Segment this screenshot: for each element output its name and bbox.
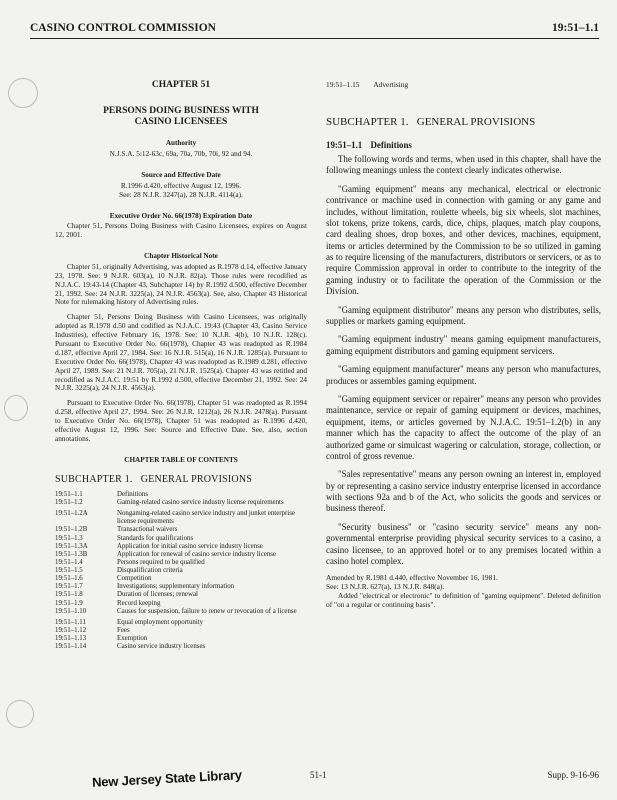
- toc-section-number: 19:51–1.10: [55, 607, 87, 615]
- definition-gaming-equipment: "Gaming equipment" means any mechanical, electrical or electronic contrivance or machine used in connection with gaming or any game and includes, without limitation, roulette wheels, big six wheels, slot machines, slot tokens, prize tokens, cards, dice, chips, plaques, match play coupons, card dealing shoes, drop boxes, and other devices, machines, equipment, items or articles determined by the Commission to be so utilized in gaming as to require licensing of the manufacturers, distributors or servicers, or as to require Commission approval in order to contribute to the integrity of the gaming industry or to facilitate the operation of the Commission or the Division.: [326, 183, 601, 297]
- toc-row: [55, 608, 307, 616]
- definition-manufacturer: "Gaming equipment manufacturer" means any person who manufactures, produces or assembles gaming equipment.: [326, 364, 601, 386]
- binder-hole-top: [8, 78, 38, 108]
- chapter-title-line1: PERSONS DOING BUSINESS WITH: [103, 105, 259, 116]
- toc-section-title: Fees: [117, 627, 130, 635]
- toc-continuation-number: 19:51–1.15: [326, 80, 360, 89]
- toc-row: [55, 535, 307, 543]
- subchapter-heading: SUBCHAPTER 1. GENERAL PROVISIONS: [326, 116, 536, 129]
- toc-section-title: Duration of licenses; renewal: [117, 591, 198, 599]
- header-left: CASINO CONTROL COMMISSION: [30, 22, 216, 34]
- source-line1: R.1996 d.420, effective August 12, 1996.: [120, 180, 242, 190]
- history-heading: Chapter Historical Note: [144, 252, 218, 261]
- authority-heading: Authority: [165, 139, 197, 148]
- toc-row: [55, 543, 307, 551]
- definitions-intro: The following words and terms, when used in this chapter, shall have the following meanings unless the context clearly indicates otherwise.: [326, 153, 601, 176]
- toc-section-number: 19:51–1.2: [55, 498, 83, 506]
- history-paragraph-3: Pursuant to Executive Order No. 66(1978), Chapter 51 was readopted as R.1994 d.258, effective April 27, 1994. See: 26 N.J.R. 1212(a), 26 N.J.R. 2478(a). Pursuant to Executive Order No. 66(1978), Chapter 51 was readopted as R.1996 d.420, effective August 12, 1996. See: Source and Effective Date. See, also, section annotations.: [55, 398, 307, 443]
- definition-industry: "Gaming equipment industry" means gaming equipment manufacturers, gaming equipment distributors and gaming equipment servicers.: [326, 334, 601, 356]
- definition-sales-representative: "Sales representative" means any person owning an interest in, employed by or representing a casino service industry enterprise licensed in accordance with sections 92a and b of the Act, who solicits the goods and services or business thereof.: [326, 469, 601, 514]
- toc-row: [55, 499, 307, 507]
- library-stamp: New Jersey State Library: [91, 767, 243, 790]
- toc-row: [55, 559, 307, 567]
- eo-heading: Executive Order No. 66(1978) Expiration Date: [109, 211, 253, 220]
- section-title: Definitions: [370, 139, 412, 150]
- toc-row: [55, 491, 307, 499]
- supplement-date: Supp. 9-16-96: [547, 770, 599, 780]
- toc-section-title: Disqualification criteria: [117, 567, 183, 575]
- history-paragraph-1: Chapter 51, originally Advertising, was adopted as R.1978 d.14, effective January 23, 1978. See: 9 N.J.R. 603(a), 10 N.J.R. 82(a). Those rules were recodified as N.J.A.C. 19:43-14 (Chapter 43, Subchapter 14) by R.1992 d.500, effective December 21, 1992. See: 24 N.J.R. 3225(a), 24 N.J.R. 4563(a). See, also, Chapter 43 Historical Note for rulemaking history of Advertising rules.: [55, 261, 307, 307]
- header-right: 19:51–1.1: [552, 22, 599, 34]
- binder-hole-middle: [4, 395, 28, 421]
- amendment-note: [326, 574, 601, 610]
- toc-row: [55, 635, 307, 643]
- toc-section-number: 19:51–1.4: [55, 558, 83, 566]
- toc-section-number: 19:51–1.12: [55, 627, 87, 635]
- amendment-line-1: Amended by R.1981 d.440, effective November 16, 1981.: [326, 573, 498, 583]
- toc-section-number: 19:51–1.13: [55, 635, 87, 643]
- source-line2: See: 28 N.J.R. 3247(a), 28 N.J.R. 4114(a).: [119, 189, 243, 199]
- binder-hole-bottom: [6, 700, 34, 728]
- chapter-title: [55, 106, 307, 130]
- toc-row: [55, 643, 307, 651]
- chapter-number: CHAPTER 51: [151, 80, 211, 90]
- eo-text: Chapter 51, Persons Doing Business with Casino Licensees, expires on August 12, 2001.: [55, 221, 307, 240]
- toc-row: [55, 507, 307, 526]
- toc-section-number: 19:51–1.3B: [55, 550, 88, 558]
- definition-distributor: "Gaming equipment distributor" means any person who distributes, sells, supplies or markets gaming equipment.: [326, 304, 601, 327]
- toc-section-title: Definitions: [117, 490, 149, 498]
- toc-row: [55, 600, 307, 608]
- toc-section-number: 19:51–1.8: [55, 591, 83, 599]
- toc-section-title: Casino service industry licenses: [117, 643, 206, 651]
- toc-row: [55, 591, 307, 599]
- toc-row: [55, 627, 307, 635]
- right-column: [326, 80, 601, 610]
- toc-continuation: [326, 80, 601, 89]
- toc-section-title: Persons required to be qualified: [117, 558, 205, 566]
- authority-text: N.J.S.A. 5:12-63c, 69a, 70a, 70b, 70i, 92 and 94.: [109, 149, 253, 159]
- toc-continuation-title: Advertising: [373, 80, 409, 89]
- toc-section-number: 19:51–1.6: [55, 575, 83, 583]
- toc-section-number: 19:51–1.3A: [55, 542, 88, 550]
- toc-section-number: 19:51–1.7: [55, 583, 83, 591]
- history-paragraph-2: Chapter 51, Persons Doing Business with Casino Licensees, was originally adopted as R.1978 d.50 and codified as N.J.A.C. 19:43 (Chapter 43, Casino Service Industries), effective February 16, 1978. See: 10 N.J.R. 4(b), 10 N.J.R. 128(c). Pursuant to Executive Order No. 66(1978), Chapter 43 was readopted as R.1984 d.187, effective April 27, 1984. See: 16 N.J.R. 515(a), 16 N.J.R. 1285(a). Pursuant to Executive Order No. 66(1978), Chapter 43 was readopted as R.1989 d.281, effective April 27, 1989. See: 21 N.J.R. 705(a), 21 N.J.R. 1525(a). Chapter 43 was retitled and recodified as N.J.A.C. 19:51 by R.1992 d.500, effective December 21, 1992. See: 24 N.J.R. 3225(a), 24 N.J.R. 4563(a).: [55, 312, 307, 393]
- definition-servicer: "Gaming equipment servicer or repairer" means any person who provides maintenance, service or repair of gaming equipment or devices, machines, equipment, items, or articles governed by N.J.A.C. 19:51–1.2(b) in any manner which has the capacity to affect the outcome of the play of an authorized game or simulcast wagering or calculation, storage, collection, or control of gross revenue.: [326, 393, 601, 461]
- toc-section-title: Transactional waivers: [117, 526, 178, 534]
- toc-section-title: Exemption: [117, 635, 148, 643]
- source-heading: Source and Effective Date: [141, 171, 221, 179]
- toc-row: [55, 551, 307, 559]
- toc-row: [55, 526, 307, 534]
- running-header: [30, 22, 599, 38]
- toc-table: [55, 491, 307, 652]
- page-number: 51-1: [310, 770, 327, 780]
- toc-section-number: 19:51–1.14: [55, 643, 87, 651]
- toc-section-number: 19:51–1.11: [55, 618, 86, 626]
- toc-row: [55, 616, 307, 627]
- toc-row: [55, 583, 307, 591]
- toc-row: [55, 575, 307, 583]
- toc-section-title: Nongaming-related casino service industry and junket enterprise license requirements: [117, 510, 295, 526]
- toc-section-title: Gaming-related casino service industry license requirements: [117, 498, 284, 506]
- toc-section-title: Competition: [117, 575, 152, 583]
- toc-section-number: 19:51–1.9: [55, 599, 83, 607]
- amendment-line-2: See: 13 N.J.R. 627(a), 13 N.J.R. 848(a).: [326, 582, 445, 592]
- toc-section-title: Standards for qualifications: [117, 534, 194, 542]
- section-heading: [326, 140, 601, 151]
- amendment-line-3: Added "electrical or electronic" to definition of "gaming equipment". Deleted definition of "on a regular or continuing basis".: [326, 591, 601, 610]
- toc-section-number: 19:51–1.5: [55, 567, 83, 575]
- toc-section-title: Equal employment opportunity: [117, 618, 204, 626]
- toc-section-title: Investigations; supplementary information: [117, 583, 235, 591]
- toc-section-number: 19:51–1.2B: [55, 526, 88, 534]
- toc-section-title: Application for initial casino service industry license: [117, 542, 263, 550]
- toc-subchapter-heading: SUBCHAPTER 1. GENERAL PROVISIONS: [55, 473, 253, 485]
- toc-section-number: 19:51–1.3: [55, 534, 83, 542]
- chapter-title-line2: CASINO LICENSEES: [134, 117, 228, 128]
- toc-section-title: Record keeping: [117, 599, 161, 607]
- toc-row: [55, 567, 307, 575]
- toc-heading: CHAPTER TABLE OF CONTENTS: [124, 455, 238, 464]
- left-column: [55, 80, 307, 651]
- header-rule: [30, 38, 599, 39]
- definition-security-business: "Security business" or "casino security service" means any non-governmental enterprise providing physical security services to a casino, a casino licensee, to an approved hotel or to any premises located within a casino hotel complex.: [326, 521, 601, 567]
- toc-section-title: Causes for suspension, failure to renew or revocation of a license: [117, 607, 297, 615]
- toc-section-title: Application for renewal of casino service industry license: [117, 550, 277, 558]
- section-number: 19:51–1.1: [326, 139, 363, 150]
- toc-section-number: 19:51–1.1: [55, 490, 83, 498]
- toc-section-number: 19:51–1.2A: [55, 510, 88, 518]
